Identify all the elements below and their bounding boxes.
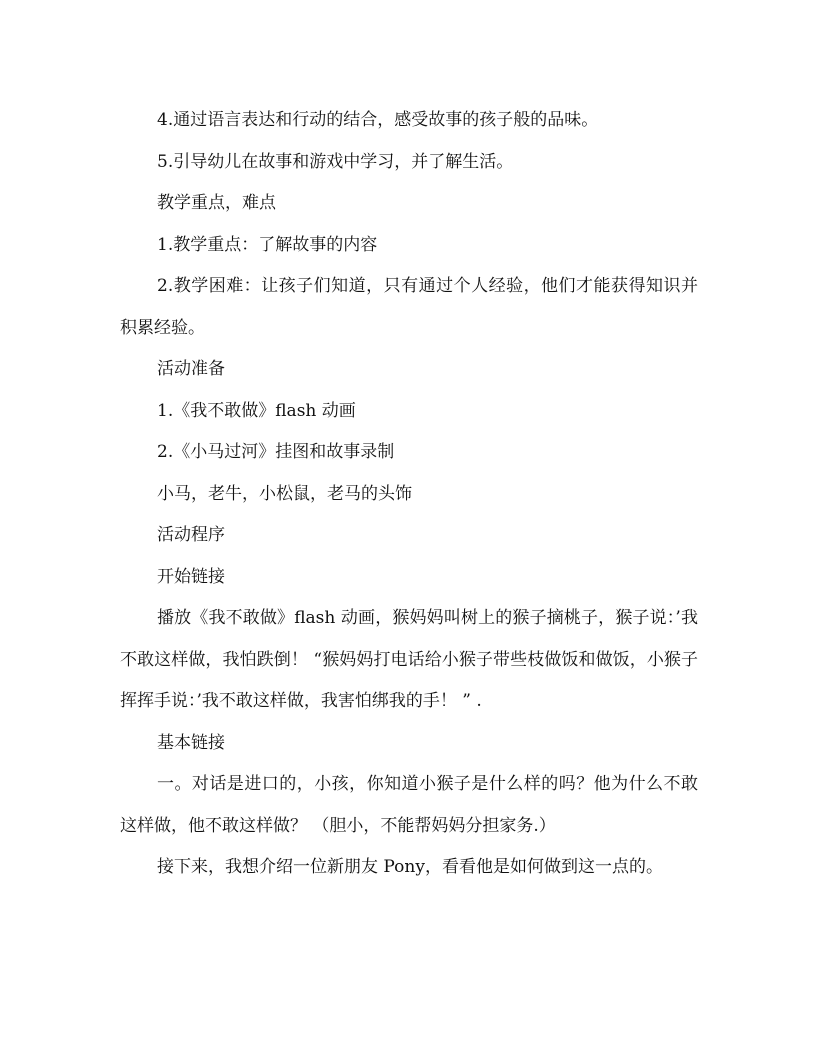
paragraph-preparation-1: 1.《我不敢做》flash 动画 <box>157 400 356 421</box>
paragraph-introduce-pony: 接下来，我想介绍一位新朋友 Pony，看看他是如何做到这一点的。 <box>157 857 663 877</box>
paragraph-key-point-1: 1.教学重点：了解故事的内容 <box>157 234 378 255</box>
paragraph-headwear: 小马，老牛，小松鼠，老马的头饰 <box>157 483 412 504</box>
document-body <box>120 100 698 889</box>
heading-activity-preparation: 活动准备 <box>157 359 225 379</box>
paragraph-objective-5: 5.引导幼儿在故事和游戏中学习，并了解生活。 <box>157 151 514 172</box>
paragraph-preparation-2: 2.《小马过河》挂图和故事录制 <box>157 442 395 462</box>
paragraph-objective-4: 4.通过语言表达和行动的结合，感受故事的孩子般的品味。 <box>157 110 599 130</box>
heading-start-link: 开始链接 <box>157 566 225 587</box>
heading-key-points: 教学重点，难点 <box>157 193 276 213</box>
paragraph-dialogue: 一。对话是进口的，小孩，你知道小猴子是什么样的吗？他为什么不敢这样做，他不敢这样做？ （胆小，不能帮妈妈分担家务.） <box>120 774 698 836</box>
heading-basic-link: 基本链接 <box>157 732 225 753</box>
paragraph-difficulty-2: 2.教学困难：让孩子们知道，只有通过个人经验，他们才能获得知识并积累经验。 <box>120 276 698 338</box>
heading-activity-procedure: 活动程序 <box>157 525 225 545</box>
paragraph-flash-story: 播放《我不敢做》flash 动画，猴妈妈叫树上的猴子摘桃子，猴子说：’我不敢这样做，我怕跌倒！ “猴妈妈打电话给小猴子带些枝做饭和做饭，小猴子挥挥手说：’我不敢这样做，我害怕绑我的手！ ” . <box>120 608 698 711</box>
